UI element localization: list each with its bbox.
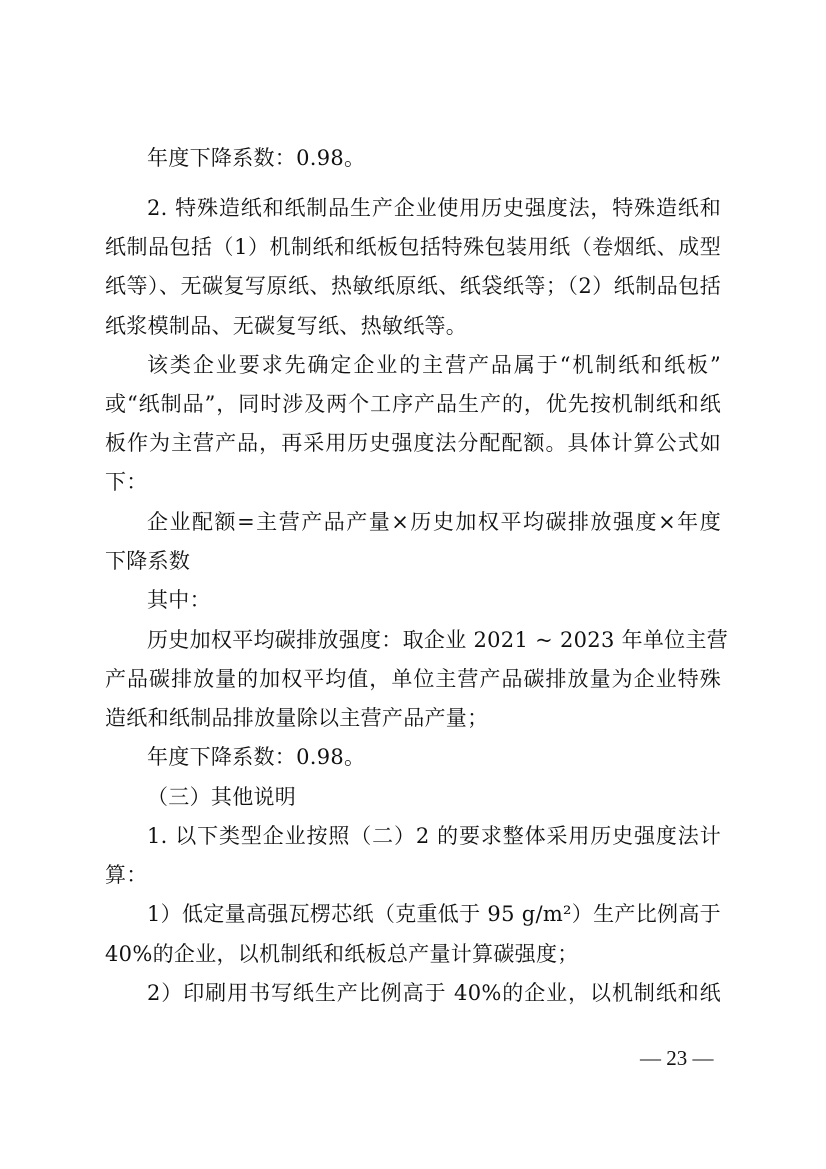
text-line: 纸制品包括（1）机制纸和纸板包括特殊包装用纸（卷烟纸、成型 bbox=[105, 235, 721, 259]
text-line: 算： bbox=[105, 863, 148, 887]
text-line: 或“纸制品”，同时涉及两个工序产品生产的，优先按机制纸和纸 bbox=[105, 392, 721, 416]
text-line: 年度下降系数：0.98。 bbox=[147, 146, 366, 170]
text-line: 年度下降系数：0.98。 bbox=[147, 745, 366, 769]
text-line: 产品碳排放量的加权平均值，单位主营产品碳排放量为企业特殊 bbox=[105, 667, 721, 691]
formula-line: 下降系数 bbox=[105, 549, 191, 573]
text-line: 下： bbox=[105, 470, 148, 494]
text-line: 其中： bbox=[147, 588, 211, 612]
text-line: 2. 特殊造纸和纸制品生产企业使用历史强度法，特殊造纸和 bbox=[147, 196, 721, 220]
text-line: 40%的企业，以机制纸和纸板总产量计算碳强度； bbox=[105, 942, 579, 966]
section-heading: （三）其他说明 bbox=[147, 785, 297, 809]
text-line: 1. 以下类型企业按照（二）2 的要求整体采用历史强度法计 bbox=[147, 824, 721, 848]
text-line: 纸等）、无碳复写原纸、热敏纸原纸、纸袋纸等；（2）纸制品包括 bbox=[105, 274, 721, 298]
text-line: 历史加权平均碳排放强度：取企业 2021 ~ 2023 年单位主营 bbox=[147, 628, 729, 652]
page-number: — 23 — bbox=[640, 1046, 714, 1070]
text-line: 造纸和纸制品排放量除以主营产品产量； bbox=[105, 706, 489, 730]
text-line: 1）低定量高强瓦楞芯纸（克重低于 95 g/m²）生产比例高于 bbox=[147, 902, 721, 926]
text-line: 2）印刷用书写纸生产比例高于 40%的企业，以机制纸和纸 bbox=[147, 981, 721, 1005]
text-line: 板作为主营产品，再采用历史强度法分配配额。具体计算公式如 bbox=[105, 431, 721, 455]
text-line: 纸浆模制品、无碳复写纸、热敏纸等。 bbox=[105, 314, 468, 338]
text-line: 该类企业要求先确定企业的主营产品属于“机制纸和纸板” bbox=[147, 353, 721, 377]
formula-line: 企业配额=主营产品产量×历史加权平均碳排放强度×年度 bbox=[147, 510, 721, 534]
